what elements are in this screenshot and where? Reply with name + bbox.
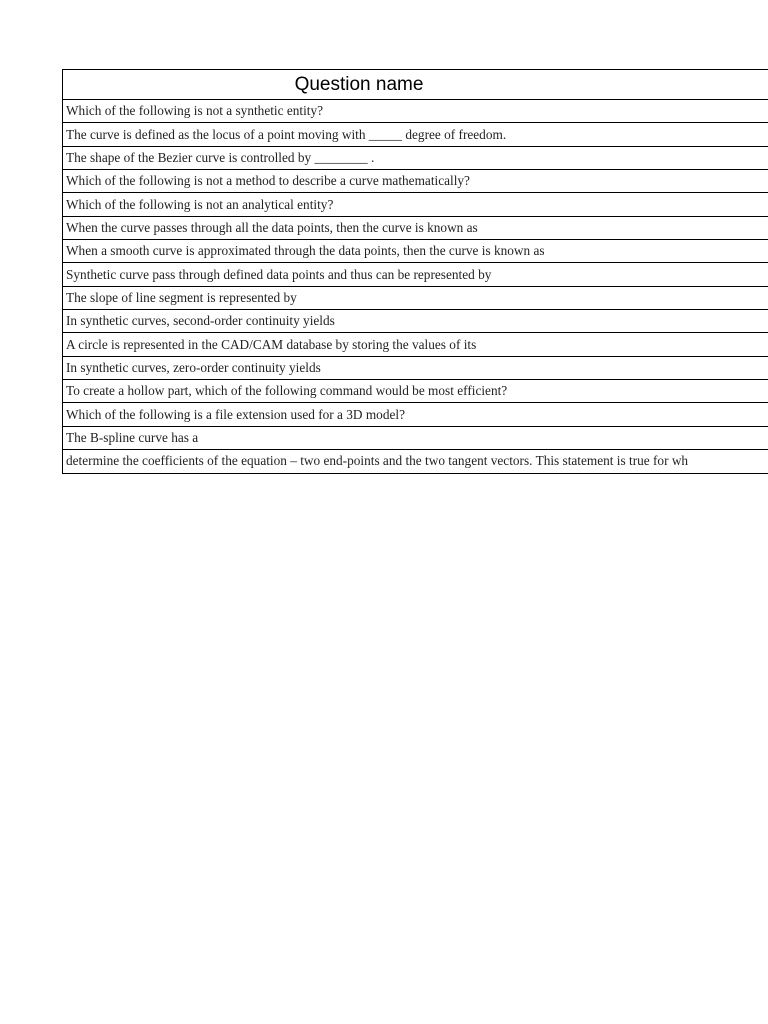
table-row[interactable]: Which of the following is a file extension used for a 3D model? — [63, 403, 768, 426]
table-row[interactable]: The B-spline curve has a — [63, 427, 768, 450]
table-row[interactable]: The shape of the Bezier curve is controlled by ________ . — [63, 147, 768, 170]
question-table — [62, 69, 768, 474]
table-row[interactable]: In synthetic curves, zero-order continuity yields — [63, 357, 768, 380]
table-row[interactable]: Which of the following is not a synthetic entity? — [63, 100, 768, 123]
table-row[interactable]: Synthetic curve pass through defined data points and thus can be represented by — [63, 263, 768, 286]
table-row[interactable]: When a smooth curve is approximated through the data points, then the curve is known as — [63, 240, 768, 263]
table-row[interactable]: When the curve passes through all the data points, then the curve is known as — [63, 217, 768, 240]
table-row[interactable]: In synthetic curves, second-order continuity yields — [63, 310, 768, 333]
table-row[interactable]: A circle is represented in the CAD/CAM database by storing the values of its — [63, 333, 768, 356]
table-row[interactable]: The curve is defined as the locus of a point moving with _____ degree of freedom. — [63, 123, 768, 146]
table-row[interactable]: Which of the following is not a method to describe a curve mathematically? — [63, 170, 768, 193]
table-row[interactable]: Which of the following is not an analytical entity? — [63, 193, 768, 216]
table-row[interactable]: The slope of line segment is represented by — [63, 287, 768, 310]
table-row[interactable]: determine the coefficients of the equation – two end-points and the two tangent vectors. This statement is true for wh — [63, 450, 768, 473]
column-header-question-name[interactable]: Question name — [63, 70, 768, 100]
table-row[interactable]: To create a hollow part, which of the following command would be most efficient? — [63, 380, 768, 403]
